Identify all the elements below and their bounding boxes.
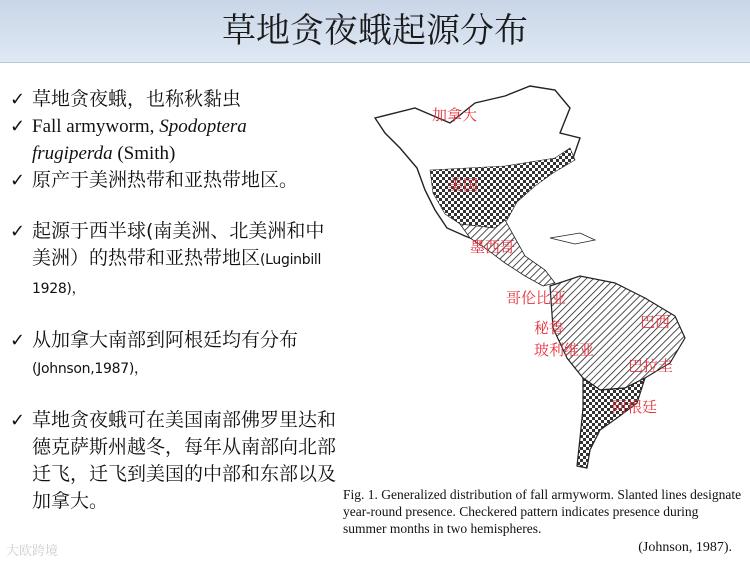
- checkmark-icon: ✓: [10, 170, 26, 191]
- label-paraguay: 巴拉圭: [628, 357, 674, 375]
- bullet-list: [10, 86, 340, 515]
- reference: (Johnson,1987)，: [32, 361, 148, 377]
- watermark: 大欧跨境: [6, 544, 59, 559]
- label-canada: 加拿大: [432, 106, 478, 124]
- checkmark-icon: ✓: [10, 221, 26, 242]
- checkmark-icon: ✓: [10, 89, 26, 110]
- label-brazil: 巴西: [640, 313, 671, 331]
- species-author: (Smith): [112, 143, 176, 164]
- label-bolivia: 玻利维亚: [534, 341, 595, 359]
- reference: (Luginbill 1928)，: [32, 252, 322, 297]
- label-mexico: 墨西哥: [470, 238, 516, 256]
- bullet-item: [10, 407, 340, 515]
- distribution-map: [355, 78, 735, 473]
- bullet-text: 原产于美洲热带和亚热带地区。: [32, 169, 299, 191]
- bullet-text: Fall armyworm,: [32, 116, 160, 137]
- bullet-text: 草地贪夜蛾，也称秋黏虫: [32, 88, 242, 110]
- bullet-text: 起源于西半球(南美洲、北美洲和中美洲）的热带和亚热带地区: [32, 220, 325, 269]
- species-genus: Spodoptera: [159, 116, 247, 137]
- bullet-item: [10, 218, 340, 303]
- bullet-item: [10, 327, 340, 383]
- citation: (Johnson, 1987).: [638, 540, 732, 555]
- label-argentina: 阿根廷: [612, 398, 658, 416]
- title-bar: [0, 0, 750, 63]
- bullet-item: [10, 86, 340, 113]
- label-peru: 秘鲁: [534, 319, 565, 337]
- bullet-item: [10, 167, 340, 194]
- species-name: frugiperda: [32, 143, 113, 164]
- checkmark-icon: ✓: [10, 410, 26, 431]
- slide-title: 草地贪夜蛾起源分布: [222, 11, 528, 51]
- figure-caption: Fig. 1. Generalized distribution of fall armyworm. Slanted lines designate year-round presence. Checkered pattern indicates presence during summer months in two hemispheres.: [343, 487, 742, 536]
- bullet-text: 从加拿大南部到阿根廷均有分布: [32, 329, 299, 351]
- south-america-seasonal-region: [577, 378, 645, 468]
- bullet-item: [10, 113, 340, 167]
- checkmark-icon: ✓: [10, 330, 26, 351]
- checkmark-icon: ✓: [10, 116, 26, 136]
- label-usa: 美国: [448, 176, 479, 194]
- label-colombia: 哥伦比亚: [506, 289, 567, 307]
- bullet-text: 草地贪夜蛾可在美国南部佛罗里达和德克萨斯州越冬，每年从南部向北部迁飞，迁飞到美国的中部和东部以及加拿大。: [32, 409, 337, 512]
